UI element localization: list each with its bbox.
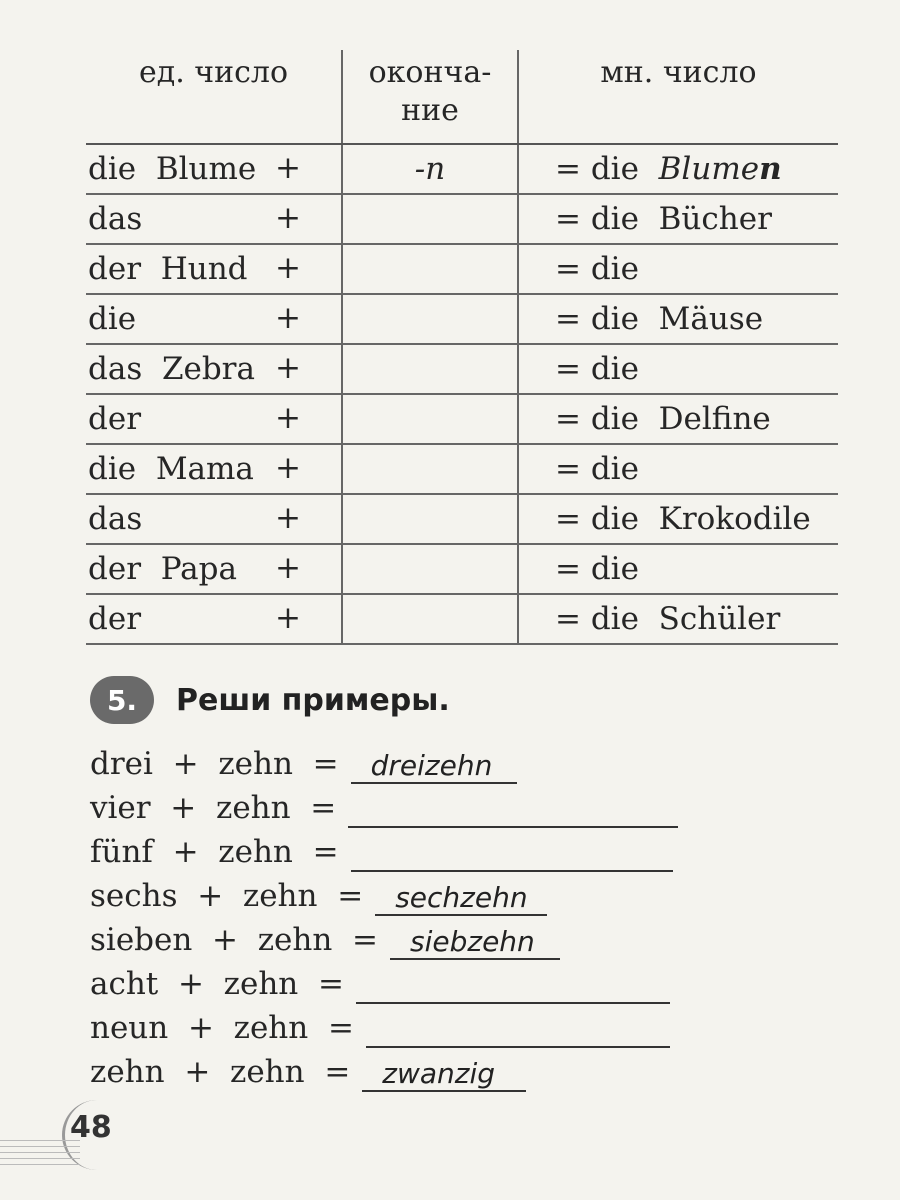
task-title: Реши примеры. xyxy=(176,682,450,718)
equals-die: = die xyxy=(555,551,639,587)
plural-cell xyxy=(518,194,838,244)
example-expression: acht + zehn = xyxy=(90,966,344,1002)
singular-cell xyxy=(86,244,342,294)
answer-line[interactable]: dreizehn xyxy=(351,746,517,784)
singular-cell xyxy=(86,594,342,644)
ending-cell[interactable] xyxy=(342,444,518,494)
answer-line[interactable] xyxy=(351,834,673,872)
plural-word: Mäuse xyxy=(658,301,764,337)
example-row xyxy=(90,960,730,1004)
singular-word: der Hund xyxy=(88,251,248,287)
singular-word: der Papa xyxy=(88,551,237,587)
plus-sign: + xyxy=(275,350,301,386)
answer-line[interactable] xyxy=(356,966,670,1004)
plural-word: Blume xyxy=(658,151,760,187)
table-row xyxy=(86,344,838,394)
plural-table-container xyxy=(86,50,838,645)
example-row xyxy=(90,916,730,960)
table-row xyxy=(86,244,838,294)
plural-cell xyxy=(518,444,838,494)
plural-word: Krokodile xyxy=(658,501,811,537)
table-row xyxy=(86,144,838,194)
singular-word: die xyxy=(88,301,137,337)
singular-word: das Zebra xyxy=(88,351,255,387)
ending-cell[interactable] xyxy=(342,194,518,244)
example-expression: zehn + zehn = xyxy=(90,1054,351,1090)
table-row xyxy=(86,444,838,494)
table-row xyxy=(86,294,838,344)
ending-cell[interactable] xyxy=(342,294,518,344)
plus-sign: + xyxy=(275,400,301,436)
singular-cell xyxy=(86,494,342,544)
task-heading xyxy=(90,676,450,724)
header-singular: ед. число xyxy=(86,50,342,144)
equals-die: = die xyxy=(555,151,639,187)
equals-die: = die xyxy=(555,601,639,637)
plural-cell xyxy=(518,394,838,444)
header-ending: оконча- ние xyxy=(342,50,518,144)
plural-cell xyxy=(518,494,838,544)
header-plural: мн. число xyxy=(518,50,838,144)
singular-word: das xyxy=(88,201,143,237)
equals-die: = die xyxy=(555,351,639,387)
singular-cell xyxy=(86,194,342,244)
plural-suffix: n xyxy=(759,151,782,187)
ending-cell[interactable] xyxy=(342,594,518,644)
table-row xyxy=(86,494,838,544)
table-row xyxy=(86,194,838,244)
table-row xyxy=(86,544,838,594)
singular-word: das xyxy=(88,501,143,537)
singular-cell xyxy=(86,444,342,494)
example-row xyxy=(90,828,730,872)
example-row xyxy=(90,1004,730,1048)
singular-cell xyxy=(86,544,342,594)
example-row xyxy=(90,872,730,916)
ending-cell[interactable] xyxy=(342,244,518,294)
answer-line[interactable] xyxy=(348,790,678,828)
plural-cell xyxy=(518,294,838,344)
plural-cell xyxy=(518,344,838,394)
singular-cell xyxy=(86,344,342,394)
answer-line[interactable]: sechzehn xyxy=(375,878,547,916)
singular-cell xyxy=(86,144,342,194)
equals-die: = die xyxy=(555,451,639,487)
example-row xyxy=(90,784,730,828)
singular-cell xyxy=(86,294,342,344)
equals-die: = die xyxy=(555,401,639,437)
example-row xyxy=(90,1048,730,1092)
plural-word: Bücher xyxy=(658,201,772,237)
example-expression: neun + zehn = xyxy=(90,1010,354,1046)
plural-cell xyxy=(518,144,838,194)
answer-line[interactable] xyxy=(366,1010,670,1048)
plural-table xyxy=(86,50,838,645)
ending-cell[interactable] xyxy=(342,344,518,394)
ending-cell[interactable] xyxy=(342,394,518,444)
answer-line[interactable]: zwanzig xyxy=(362,1054,526,1092)
answer-line[interactable]: siebzehn xyxy=(390,922,560,960)
plural-word: Schüler xyxy=(658,601,781,637)
plus-sign: + xyxy=(275,150,301,186)
plural-word: Delfine xyxy=(658,401,771,437)
plus-sign: + xyxy=(275,250,301,286)
plus-sign: + xyxy=(275,550,301,586)
ending-cell[interactable]: -n xyxy=(342,144,518,194)
plus-sign: + xyxy=(275,300,301,336)
example-row xyxy=(90,740,730,784)
table-row xyxy=(86,394,838,444)
table-row xyxy=(86,594,838,644)
ending-cell[interactable] xyxy=(342,494,518,544)
plural-cell xyxy=(518,544,838,594)
plural-cell xyxy=(518,594,838,644)
singular-cell xyxy=(86,394,342,444)
singular-word: der xyxy=(88,401,142,437)
plural-cell xyxy=(518,244,838,294)
plus-sign: + xyxy=(275,450,301,486)
task-number-badge: 5. xyxy=(90,676,154,724)
page-number: 48 xyxy=(70,1110,112,1145)
equals-die: = die xyxy=(555,201,639,237)
singular-word: der xyxy=(88,601,142,637)
plus-sign: + xyxy=(275,500,301,536)
equals-die: = die xyxy=(555,251,639,287)
equals-die: = die xyxy=(555,301,639,337)
equals-die: = die xyxy=(555,501,639,537)
example-expression: fünf + zehn = xyxy=(90,834,339,870)
singular-word: die Blume xyxy=(88,151,257,187)
table-header-row xyxy=(86,50,838,144)
example-expression: sieben + zehn = xyxy=(90,922,379,958)
example-expression: drei + zehn = xyxy=(90,746,339,782)
example-expression: sechs + zehn = xyxy=(90,878,364,914)
plus-sign: + xyxy=(275,600,301,636)
singular-word: die Mama xyxy=(88,451,254,487)
examples-list xyxy=(90,740,730,1092)
decorative-lines xyxy=(0,1140,80,1170)
plus-sign: + xyxy=(275,200,301,236)
ending-cell[interactable] xyxy=(342,544,518,594)
example-expression: vier + zehn = xyxy=(90,790,337,826)
